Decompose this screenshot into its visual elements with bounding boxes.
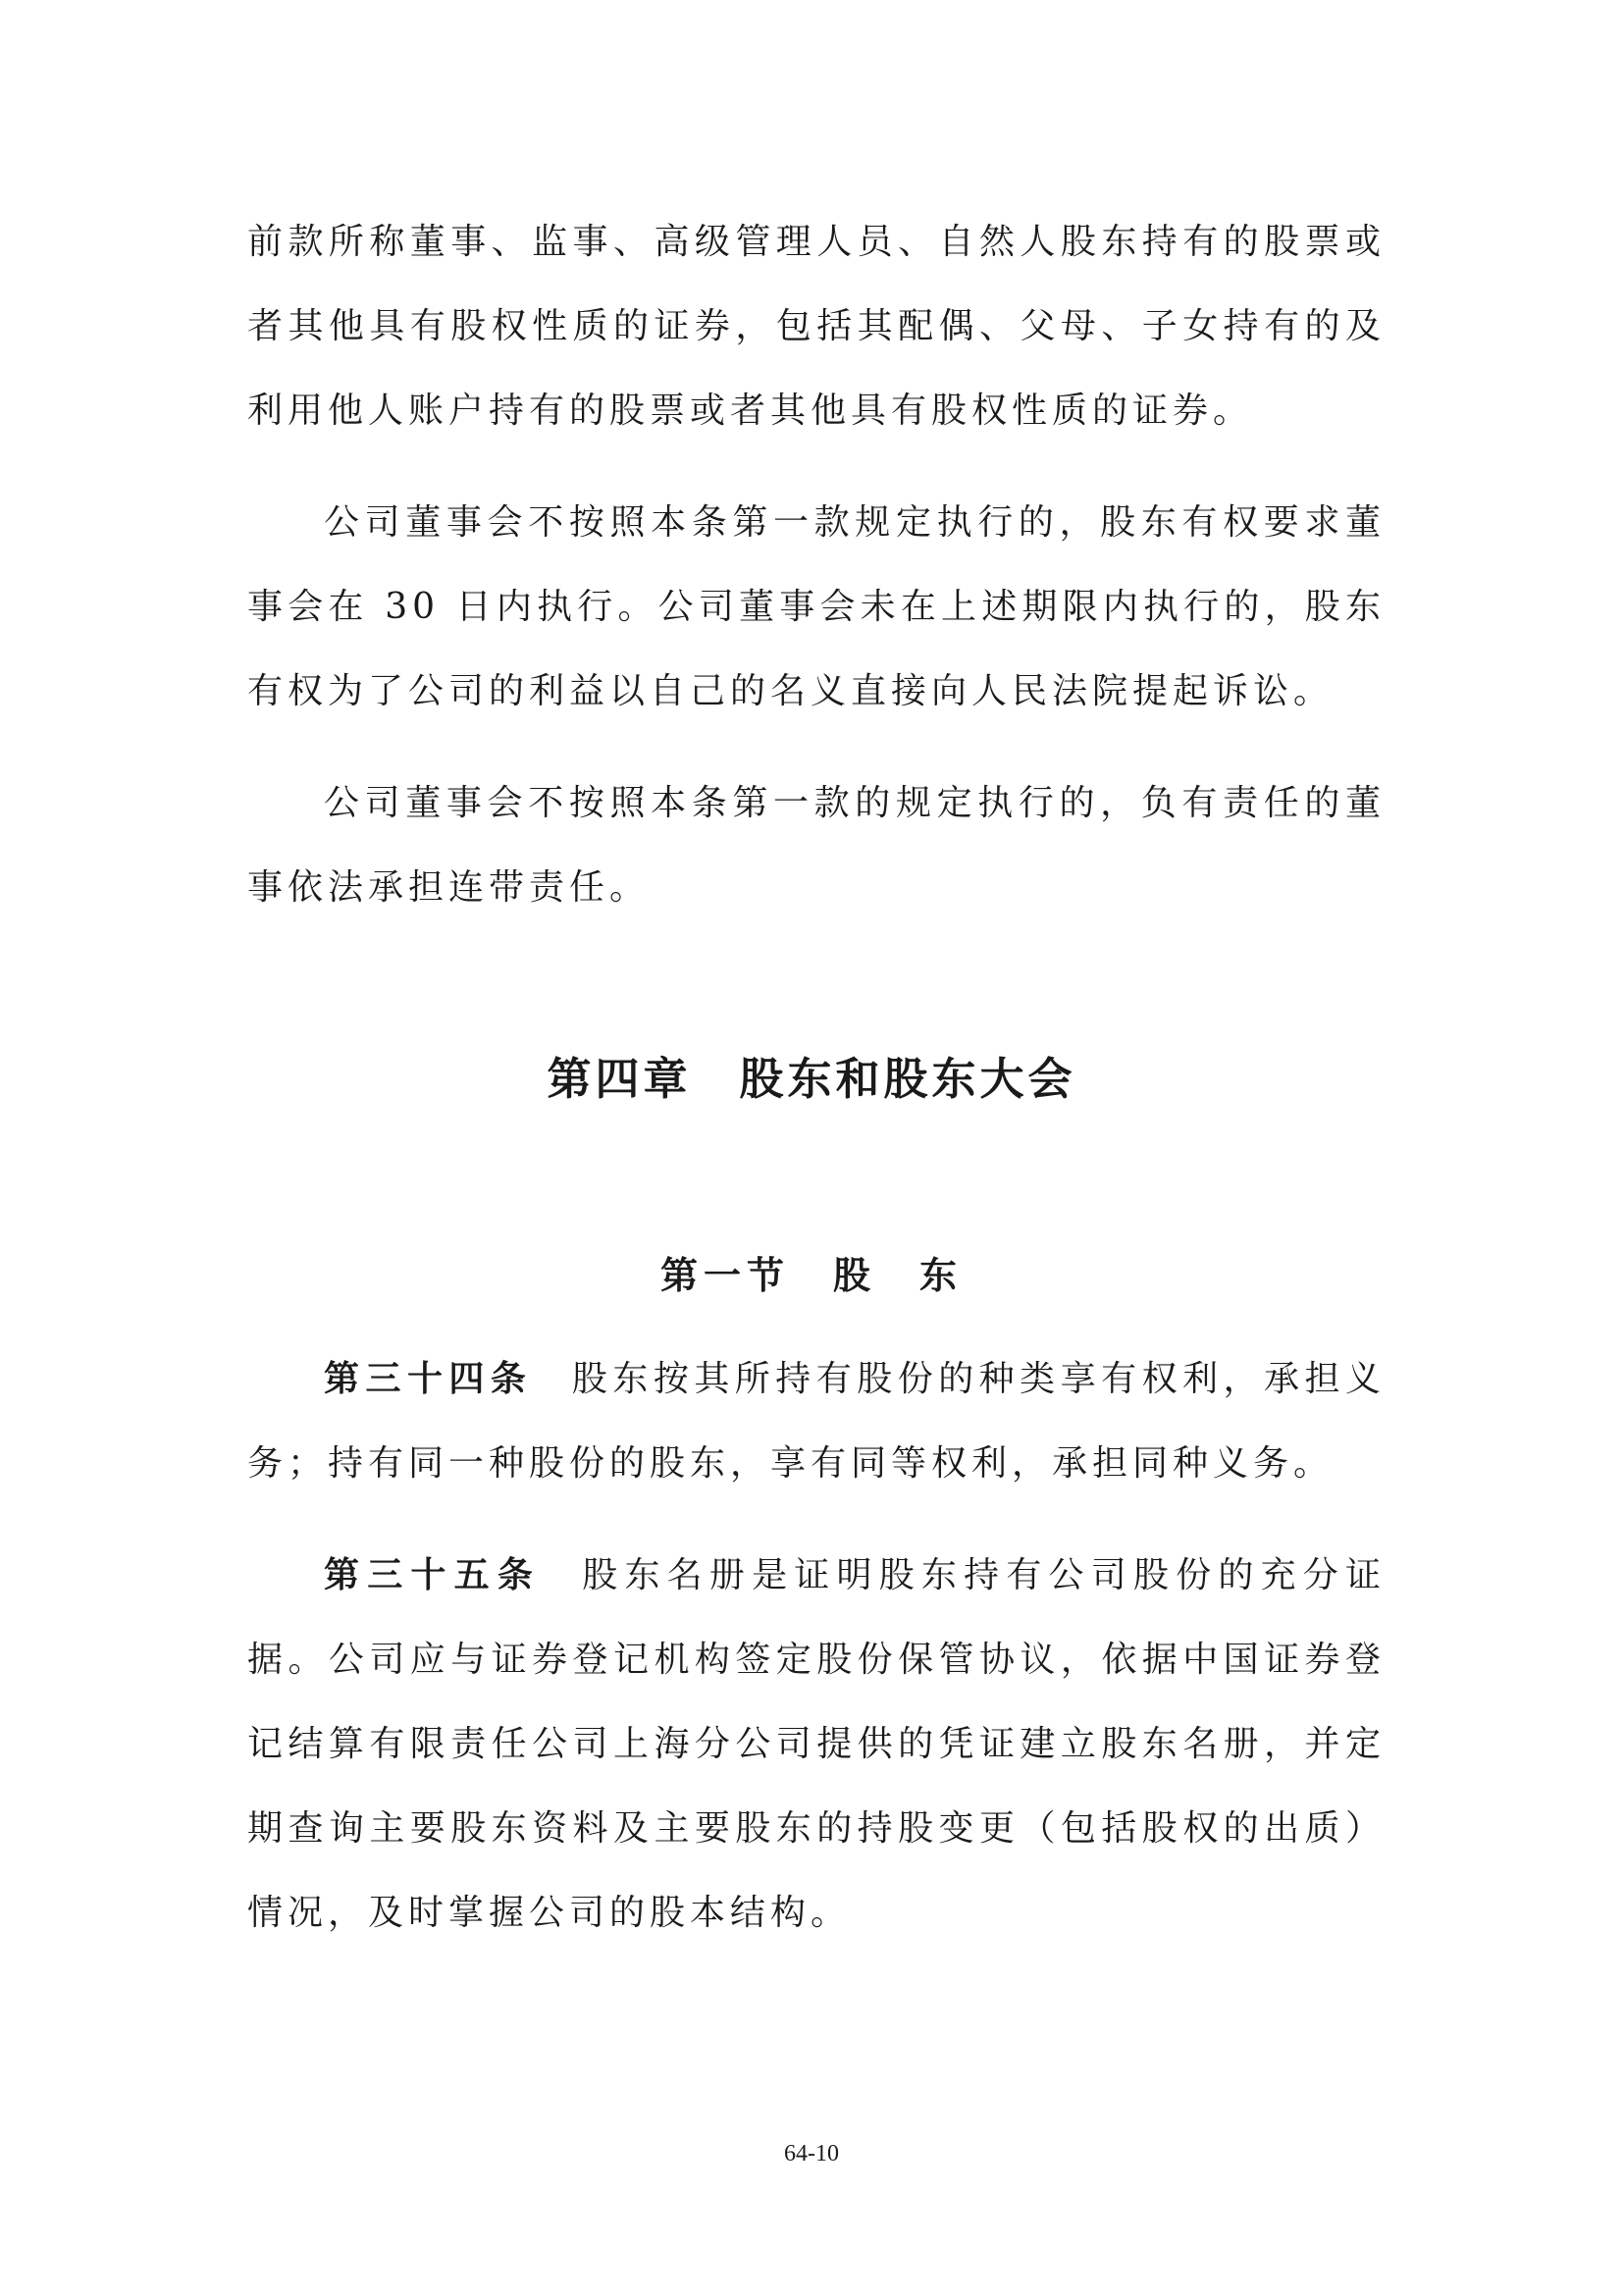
article-35-text: 股东名册是证明股东持有公司股份的充分证据。公司应与证券登记机构签定股份保管协议，依据中国证券登记结算有限责任公司上海分公司提供的凭证建立股东名册，并定期查询主要股东资料及主要股东的持股变更（包括股权的出质）情况，及时掌握公司的股本结构。 <box>247 1555 1386 1933</box>
article-34 <box>247 1337 1386 1506</box>
paragraph-board-execution: 公司董事会不按照本条第一款规定执行的，股东有权要求董事会在 30 日内执行。公司董事会未在上述期限内执行的，股东有权为了公司的利益以自己的名义直接向人民法院提起诉讼。 <box>247 502 1386 711</box>
article-35-label: 第三十五条 <box>324 1555 542 1595</box>
section-title: 第一节 股 东 <box>659 1254 963 1297</box>
paragraph-joint-liability: 公司董事会不按照本条第一款的规定执行的，负有责任的董事依法承担连带责任。 <box>247 783 1386 908</box>
page-number: 64-10 <box>784 2141 839 2166</box>
paragraph-securities-definition: 前款所称董事、监事、高级管理人员、自然人股东持有的股票或者其他具有股权性质的证券，包括其配偶、父母、子女持有的及利用他人账户持有的股票或者其他具有股权性质的证券。 <box>247 222 1386 431</box>
article-34-label: 第三十四条 <box>324 1359 533 1399</box>
chapter-title: 第四章 股东和股东大会 <box>547 1053 1076 1105</box>
article-35 <box>247 1534 1386 1956</box>
article-34-text: 股东按其所持有股份的种类享有权利，承担义务；持有同一种股份的股东，享有同等权利，承担同种义务。 <box>247 1359 1386 1484</box>
